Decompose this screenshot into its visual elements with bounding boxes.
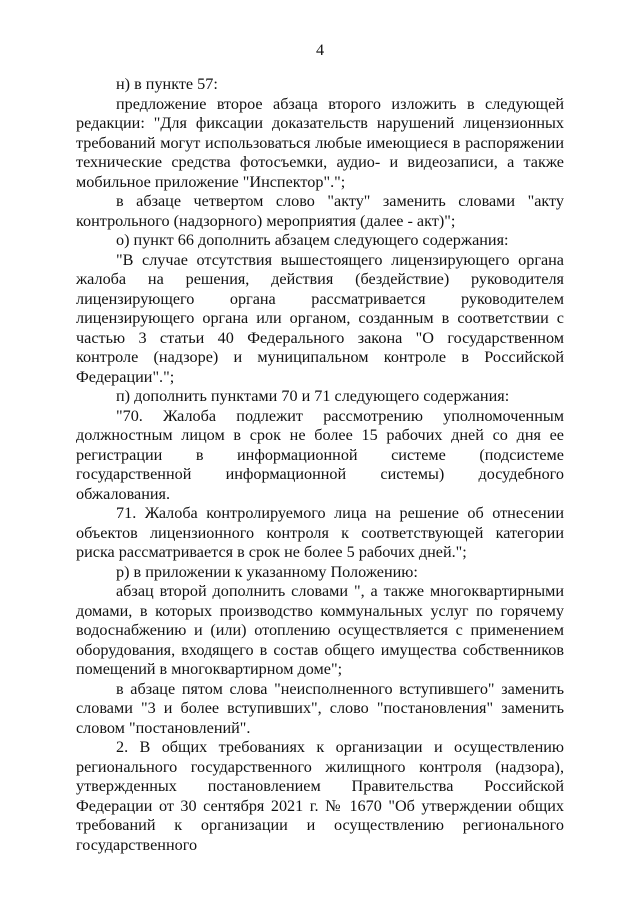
paragraph-general-requirements: 2. В общих требованиях к организации и осуществлению регионального государственного жилищного контроля (надзора), утвержденных постановлением Правительства Российской Федерации от 30 сентября 2021 г. № 1670 "Об утверждении общих требований к организации и осуществлению регионального государственного <box>76 738 564 854</box>
paragraph-point-70: "70. Жалоба подлежит рассмотрению уполномоченным должностным лицом в срок не более 15 рабочих дней со дня ее регистрации в информационной системе (подсистеме государственной информационной системы) досудебного обжалования. <box>76 406 564 503</box>
paragraph-fifth-abzac: в абзаце пятом слова "неисполненного вступившего" заменить словами "3 и более вступивших", слово "постановления" заменить словом "постановлений". <box>76 679 564 737</box>
paragraph-sentence-two: предложение второе абзаца второго изложить в следующей редакции: "Для фиксации доказательств нарушений лицензионных требований могут использоваться любые имеющиеся в распоряжении технические средства фотосъемки, аудио- и видеозаписи, а также мобильное приложение "Инспектор"."; <box>76 94 564 191</box>
paragraph-n-point-57: н) в пункте 57: <box>116 75 218 93</box>
paragraph-second-abzac: абзац второй дополнить словами ", а также многоквартирными домами, в которых производство коммунальных услуг по горячему водоснабжению и (или) отоплению осуществляется с применением оборудования, входящего в состав общего имущества собственников помещений в многоквартирном доме"; <box>76 582 564 678</box>
paragraph-r-appendix: р) в приложении к указанному Положению: <box>116 562 418 581</box>
paragraph-o-point-66: о) пункт 66 дополнить абзацем следующего содержания: <box>116 231 509 249</box>
document-body <box>76 75 564 854</box>
paragraph-complaint-absence: "В случае отсутствия вышестоящего лицензирующего органа жалоба на решения, действия (бездействие) руководителя лицензирующего органа рассматривается руководителем лицензирующего органа или органом, созданным в соответствии с частью 3 статьи 40 Федерального закона "О государственном контроле (надзоре) и муниципальном контроле в Российской Федерации"."; <box>76 250 564 386</box>
paragraph-fourth-abzac: в абзаце четвертом слово "акту" заменить словами "акту контрольного (надзорного) мероприятия (далее - акт)"; <box>76 192 564 230</box>
page-number: 4 <box>315 41 325 59</box>
paragraph-p-points-70-71: п) дополнить пунктами 70 и 71 следующего содержания: <box>116 387 510 405</box>
paragraph-point-71: 71. Жалоба контролируемого лица на решение об отнесении объектов лицензионного контроля к соответствующей категории риска рассматривается в срок не более 5 рабочих дней."; <box>76 504 564 561</box>
